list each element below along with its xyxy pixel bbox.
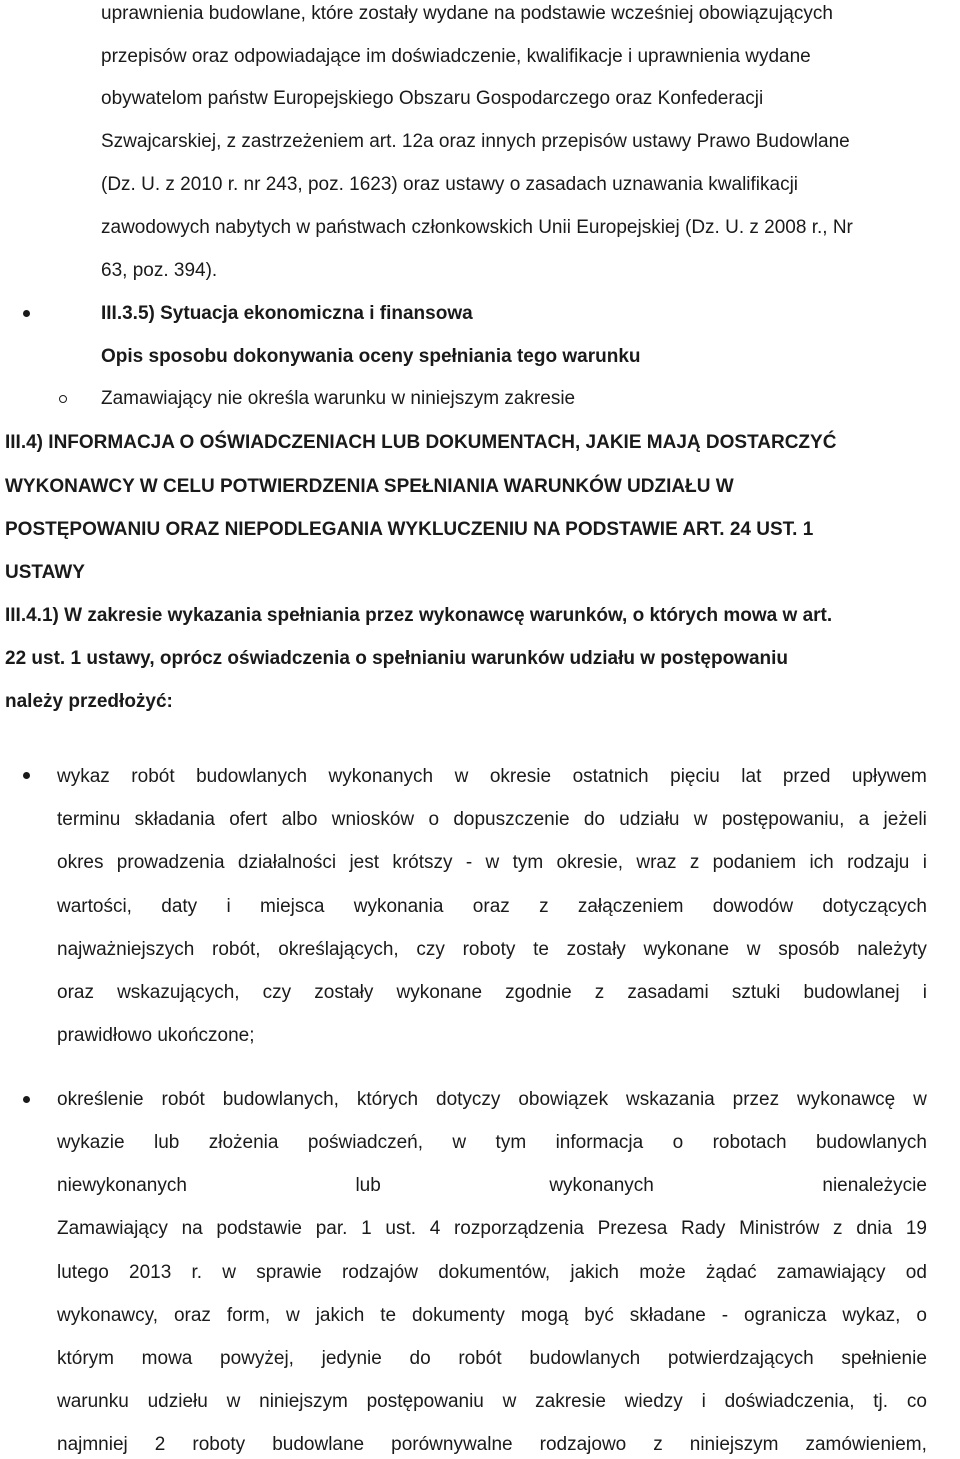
bullet-icon bbox=[23, 772, 30, 779]
word: do bbox=[409, 1348, 431, 1369]
word: wykazie bbox=[57, 1132, 125, 1153]
word: dotyczy bbox=[436, 1089, 501, 1110]
word: roboty bbox=[462, 939, 516, 960]
word: rozporządzenia bbox=[453, 1218, 584, 1239]
word: których bbox=[356, 1089, 419, 1110]
word: te bbox=[533, 939, 549, 960]
top-paragraph-line: (Dz. U. z 2010 r. nr 243, poz. 1623) oraz ustawy o zasadach uznawania kwalifikacji bbox=[101, 174, 799, 195]
top-paragraph-line: obywatelom państw Europejskiego Obszaru Gospodarczego oraz Konfederacji bbox=[101, 88, 764, 109]
word: budowlanych bbox=[815, 1132, 927, 1153]
word: przez bbox=[732, 1089, 780, 1110]
word: i bbox=[226, 896, 231, 917]
bullet2-line bbox=[57, 1175, 927, 1197]
word: udziełu bbox=[147, 1391, 208, 1412]
word: tym bbox=[512, 852, 544, 873]
word: udziału bbox=[619, 809, 680, 830]
word: Rady bbox=[681, 1218, 726, 1239]
word: a bbox=[858, 809, 870, 830]
word: doświadczenia, bbox=[724, 1391, 855, 1412]
word: wykonawcy, bbox=[57, 1305, 159, 1326]
word: albo bbox=[281, 809, 318, 830]
word: najważniejszych bbox=[57, 939, 195, 960]
word: z bbox=[539, 896, 549, 917]
word: o bbox=[672, 1132, 684, 1153]
bullet1-line bbox=[57, 852, 927, 874]
word: robotach bbox=[712, 1132, 787, 1153]
word: nienależycie bbox=[822, 1175, 927, 1196]
word: r. bbox=[191, 1262, 203, 1283]
word: roboty bbox=[192, 1434, 246, 1455]
word: wykonanych bbox=[549, 1175, 654, 1196]
word: co bbox=[906, 1391, 927, 1412]
word: upływem bbox=[851, 766, 927, 787]
word: Ministrów bbox=[739, 1218, 820, 1239]
word: oraz bbox=[472, 896, 510, 917]
word: lutego bbox=[57, 1262, 109, 1283]
word: o bbox=[916, 1305, 927, 1326]
top-paragraph-line: przepisów oraz odpowiadające im doświadczenie, kwalifikacje i uprawnienia wydane bbox=[101, 46, 811, 67]
word: dnia bbox=[856, 1218, 893, 1239]
word: robót bbox=[131, 766, 175, 787]
word: być bbox=[584, 1305, 614, 1326]
word: informacja bbox=[555, 1132, 644, 1153]
word: 2013 bbox=[129, 1262, 172, 1283]
bullet1-last-line: prawidłowo ukończone; bbox=[57, 1025, 255, 1046]
word: Zamawiający bbox=[57, 1218, 168, 1239]
word: zostały bbox=[314, 982, 374, 1003]
word: oraz bbox=[57, 982, 94, 1003]
word: określenie bbox=[57, 1089, 144, 1110]
word: par. bbox=[315, 1218, 348, 1239]
word: w bbox=[286, 1305, 300, 1326]
word: w bbox=[502, 1391, 517, 1412]
word: rodzajów bbox=[341, 1262, 418, 1283]
word: wskazania bbox=[626, 1089, 715, 1110]
word: zakresie bbox=[535, 1391, 606, 1412]
section-iii41-heading-line: III.4.1) W zakresie wykazania spełniania przez wykonawcę warunków, o których mowa w art. bbox=[5, 605, 833, 626]
word: ogranicza bbox=[744, 1305, 827, 1326]
bullet2-line bbox=[57, 1434, 927, 1456]
word: ostatnich bbox=[572, 766, 649, 787]
bullet2-line bbox=[57, 1348, 927, 1370]
word: wiedzy bbox=[624, 1391, 683, 1412]
word: budowlane bbox=[272, 1434, 365, 1455]
word: robót bbox=[161, 1089, 205, 1110]
word: ust. bbox=[385, 1218, 416, 1239]
word: zamówieniem, bbox=[805, 1434, 927, 1455]
word: okresie bbox=[489, 766, 552, 787]
word: - bbox=[721, 1305, 729, 1326]
bullet1-line bbox=[57, 939, 927, 961]
section-iii41-heading-line: należy przedłożyć: bbox=[5, 691, 173, 712]
word: okresie, bbox=[556, 852, 624, 873]
bullet2-line bbox=[57, 1089, 927, 1111]
word: dokumenty bbox=[411, 1305, 505, 1326]
word: Prezesa bbox=[597, 1218, 668, 1239]
word: budowlanych bbox=[196, 766, 308, 787]
word: może bbox=[639, 1262, 686, 1283]
word: wykonania bbox=[353, 896, 444, 917]
word: dopuszczenie bbox=[453, 809, 570, 830]
word: przed bbox=[782, 766, 831, 787]
word: 4 bbox=[429, 1218, 441, 1239]
word: postępowaniu bbox=[366, 1391, 484, 1412]
word: lat bbox=[741, 766, 762, 787]
top-paragraph-line: 63, poz. 394). bbox=[101, 260, 218, 281]
word: 1 bbox=[361, 1218, 372, 1239]
word: rodzajowo bbox=[539, 1434, 627, 1455]
word: działalności bbox=[237, 852, 337, 873]
word: porównywalne bbox=[391, 1434, 513, 1455]
word: i bbox=[701, 1391, 706, 1412]
word: zostały bbox=[566, 939, 626, 960]
word: czy bbox=[416, 939, 445, 960]
word: sprawie bbox=[256, 1262, 322, 1283]
word: podaniem bbox=[712, 852, 797, 873]
section-iii35-item: Zamawiający nie określa warunku w niniejszym zakresie bbox=[101, 388, 576, 409]
word: jakich bbox=[570, 1262, 619, 1283]
word: niewykonanych bbox=[57, 1175, 187, 1196]
word: z bbox=[833, 1218, 843, 1239]
word: dotyczących bbox=[822, 896, 927, 917]
word: o bbox=[428, 809, 440, 830]
word: budowlanej bbox=[803, 982, 900, 1003]
word: wykaz bbox=[57, 766, 110, 787]
word: wraz bbox=[636, 852, 677, 873]
bullet2-line bbox=[57, 1262, 927, 1284]
word: powyżej, bbox=[220, 1348, 294, 1369]
word: robót bbox=[458, 1348, 502, 1369]
word: zasadami bbox=[627, 982, 709, 1003]
word: 2 bbox=[154, 1434, 166, 1455]
word: - bbox=[465, 852, 473, 873]
word: sposób bbox=[778, 939, 840, 960]
bullet-icon bbox=[23, 310, 30, 317]
word: form, bbox=[226, 1305, 271, 1326]
bullet2-line bbox=[57, 1391, 927, 1413]
word: składane bbox=[629, 1305, 706, 1326]
word: prowadzenia bbox=[116, 852, 225, 873]
word: z bbox=[689, 852, 700, 873]
word: składania bbox=[134, 809, 215, 830]
word: w bbox=[454, 766, 469, 787]
word: 19 bbox=[905, 1218, 927, 1239]
word: robót, bbox=[212, 939, 261, 960]
section-iii4-heading-line: WYKONAWCY W CELU POTWIERDZENIA SPEŁNIANIA WARUNKÓW UDZIAŁU W bbox=[5, 476, 734, 497]
word: postępowaniu, bbox=[721, 809, 845, 830]
word: ofert bbox=[229, 809, 268, 830]
word: mowa bbox=[141, 1348, 193, 1369]
word: wykonanych bbox=[328, 766, 434, 787]
word: zgodnie bbox=[505, 982, 572, 1003]
bullet2-line bbox=[57, 1305, 927, 1327]
word: w bbox=[452, 1132, 467, 1153]
word: tym bbox=[495, 1132, 527, 1153]
section-iii4-heading-line: USTAWY bbox=[5, 562, 85, 583]
word: z bbox=[653, 1434, 663, 1455]
word: mogą bbox=[520, 1305, 569, 1326]
word: terminu bbox=[57, 809, 121, 830]
word: jedynie bbox=[321, 1348, 382, 1369]
word: ich bbox=[809, 852, 834, 873]
word: jest bbox=[349, 852, 380, 873]
word: jeżeli bbox=[883, 809, 927, 830]
word: krótszy bbox=[392, 852, 453, 873]
word: wniosków bbox=[331, 809, 415, 830]
word: zamawiający bbox=[776, 1262, 886, 1283]
word: spełnienie bbox=[841, 1348, 927, 1369]
bullet2-line bbox=[57, 1132, 927, 1154]
word: w bbox=[485, 852, 500, 873]
word: od bbox=[905, 1262, 927, 1283]
word: okres bbox=[57, 852, 104, 873]
word: w bbox=[222, 1262, 237, 1283]
word: określających, bbox=[278, 939, 399, 960]
word: w bbox=[913, 1089, 927, 1110]
top-paragraph-line: Szwajcarskiej, z zastrzeżeniem art. 12a oraz innych przepisów ustawy Prawo Budowlane bbox=[101, 131, 850, 152]
word: te bbox=[380, 1305, 397, 1326]
word: załączeniem bbox=[577, 896, 684, 917]
word: w bbox=[746, 939, 761, 960]
section-iii41-heading-line: 22 ust. 1 ustawy, oprócz oświadczenia o spełnianiu warunków udziału w postępowaniu bbox=[5, 648, 789, 669]
word: żądać bbox=[705, 1262, 757, 1283]
word: wskazujących, bbox=[117, 982, 240, 1003]
bullet1-line bbox=[57, 896, 927, 918]
bullet1-line bbox=[57, 809, 927, 831]
word: miejsca bbox=[260, 896, 325, 917]
circle-bullet-icon bbox=[59, 395, 67, 403]
bullet-icon bbox=[23, 1096, 30, 1103]
word: złożenia bbox=[208, 1132, 279, 1153]
bullet1-line bbox=[57, 982, 927, 1004]
word: warunku bbox=[57, 1391, 129, 1412]
word: w bbox=[693, 809, 708, 830]
word: niniejszym bbox=[689, 1434, 779, 1455]
section-iii35-heading: III.3.5) Sytuacja ekonomiczna i finansowa bbox=[101, 303, 473, 324]
word: lub bbox=[355, 1175, 381, 1196]
section-iii35-subheading: Opis sposobu dokonywania oceny spełniania tego warunku bbox=[101, 346, 641, 367]
word: należyty bbox=[857, 939, 927, 960]
top-paragraph-line: zawodowych nabytych w państwach członkowskich Unii Europejskiej (Dz. U. z 2008 r., Nr bbox=[101, 217, 853, 238]
word: wykonane bbox=[396, 982, 483, 1003]
word: budowlanych bbox=[529, 1348, 641, 1369]
word: wykonawcę bbox=[797, 1089, 896, 1110]
word: niniejszym bbox=[259, 1391, 348, 1412]
word: sztuki bbox=[731, 982, 781, 1003]
word: wykonane bbox=[643, 939, 730, 960]
bullet1-line bbox=[57, 766, 927, 788]
word: oraz bbox=[173, 1305, 211, 1326]
word: potwierdzających bbox=[667, 1348, 814, 1369]
word: jakich bbox=[315, 1305, 365, 1326]
word: najmniej bbox=[57, 1434, 128, 1455]
word: obowiązek bbox=[518, 1089, 609, 1110]
word: rodzaju bbox=[847, 852, 910, 873]
word: i bbox=[922, 982, 927, 1003]
word: budowlanych, bbox=[222, 1089, 339, 1110]
word: wykaz, bbox=[842, 1305, 901, 1326]
word: daty bbox=[161, 896, 198, 917]
word: do bbox=[583, 809, 605, 830]
word: i bbox=[922, 852, 927, 873]
word: pięciu bbox=[670, 766, 720, 787]
word: którym bbox=[57, 1348, 114, 1369]
bullet2-line bbox=[57, 1218, 927, 1240]
top-paragraph-line: uprawnienia budowlane, które zostały wydane na podstawie wcześniej obowiązujących bbox=[101, 3, 833, 24]
word: lub bbox=[153, 1132, 180, 1153]
word: czy bbox=[262, 982, 292, 1003]
section-iii4-heading-line: III.4) INFORMACJA O OŚWIADCZENIACH LUB DOKUMENTACH, JAKIE MAJĄ DOSTARCZYĆ bbox=[5, 432, 837, 453]
word: wartości, bbox=[57, 896, 132, 917]
word: tj. bbox=[873, 1391, 889, 1412]
word: z bbox=[594, 982, 605, 1003]
word: na bbox=[181, 1218, 203, 1239]
word: dowodów bbox=[712, 896, 794, 917]
word: podstawie bbox=[216, 1218, 302, 1239]
section-iii4-heading-line: POSTĘPOWANIU ORAZ NIEPODLEGANIA WYKLUCZENIU NA PODSTAWIE ART. 24 UST. 1 bbox=[5, 519, 814, 540]
word: dokumentów, bbox=[438, 1262, 551, 1283]
word: w bbox=[226, 1391, 241, 1412]
word: poświadczeń, bbox=[307, 1132, 423, 1153]
